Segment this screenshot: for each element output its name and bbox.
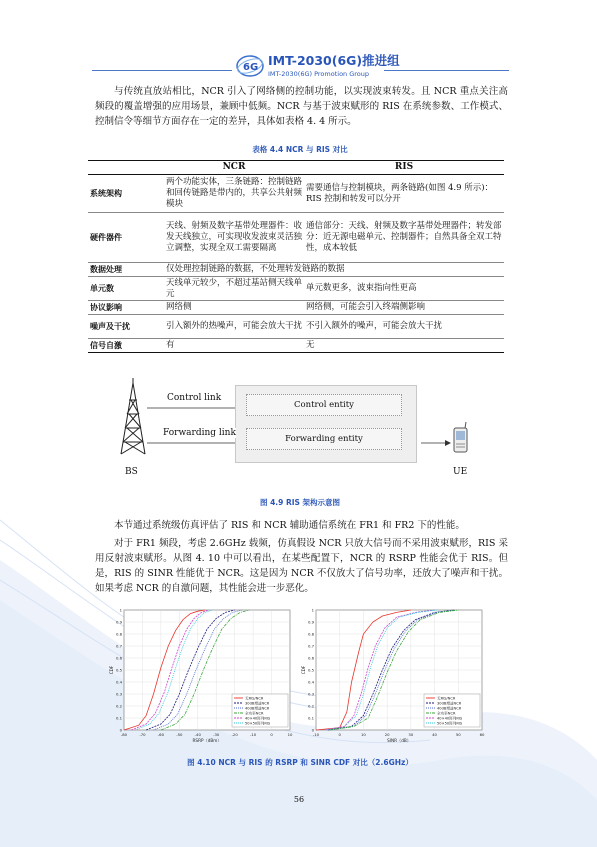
ncr-cell: 网络侧 — [164, 301, 304, 315]
y-tick-label: 0.5 — [115, 667, 122, 673]
y-tick-label: 0.4 — [115, 679, 122, 685]
legend-entry: 50×50阵列RIS — [437, 721, 463, 726]
row-label: 噪声及干扰 — [88, 315, 164, 339]
header-title: IMT-2030(6G)推进组 — [268, 53, 400, 68]
comparison-table — [88, 160, 504, 353]
x-axis-label: SINR（dB） — [387, 738, 411, 743]
legend-entry: 40×40阵列RIS — [437, 716, 463, 721]
row-label: 协议影响 — [88, 301, 164, 315]
y-tick-label: 0.1 — [307, 715, 314, 721]
ris-architecture-diagram — [105, 378, 505, 484]
ris-cell: 不引入额外的噪声，可能会放大干扰 — [304, 315, 504, 339]
legend-entry: 40dB增益NCR — [245, 706, 270, 711]
y-tick-label: 0.7 — [115, 643, 122, 649]
x-tick-label: -50 — [176, 732, 183, 737]
row-label: 信号自激 — [88, 339, 164, 353]
ris-cell: 无 — [304, 339, 504, 353]
paragraph-3: 对于 FR1 频段，考虑 2.6GHz 载频，仿真假设 NCR 只放大信号而不采用波束赋形，RIS 采用反射波束赋形。从图 4. 10 中可以看出，在某些配置下，NCR 的 RSRP 性能会优于 RIS。但是，RIS 的 SINR 性能优于 NCR。这是因为 NCR 不仅放大了信号功率，还放大了噪声和干扰。如果考虑 NCR 的自激问题，其性能会进一步恶化。 — [95, 538, 508, 594]
x-tick-label: -40 — [194, 732, 201, 737]
table-row — [88, 263, 504, 277]
x-tick-label: 60 — [479, 732, 485, 737]
sinr-cdf-chart — [300, 606, 486, 748]
ncr-cell: 天线、射频及数字基带处理器件：收发天线独立，可实现收发波束灵活独立调整，实现全双工需要隔离 — [164, 213, 304, 263]
table-header-row — [88, 161, 504, 175]
x-tick-label: 10 — [361, 732, 366, 737]
forwarding-entity-box: Forwarding entity — [246, 428, 402, 450]
paragraph-2: 本节通过系统级仿真评估了 RIS 和 NCR 辅助通信系统在 FR1 和 FR2 下的性能。 — [114, 520, 465, 531]
y-axis-label: CDF — [109, 665, 114, 675]
legend-entry: 40dB增益NCR — [437, 706, 462, 711]
header-subtitle: IMT-2030(6G) Promotion Group — [268, 70, 370, 78]
ncr-cell: 有 — [164, 339, 304, 353]
table-caption: 表格 4.4 NCR 与 RIS 对比 — [252, 145, 348, 154]
y-tick-label: 0.8 — [115, 631, 122, 637]
x-tick-label: 30 — [408, 732, 414, 737]
y-tick-label: 0.6 — [307, 655, 314, 661]
control-link-label: Control link — [167, 393, 222, 403]
ue-label: UE — [453, 467, 468, 477]
logo-text: 6G — [243, 62, 259, 73]
table-row — [88, 301, 504, 315]
x-tick-label: 0 — [270, 732, 273, 737]
x-tick-label: -60 — [157, 732, 164, 737]
x-tick-label: 20 — [384, 732, 390, 737]
x-tick-label: -10 — [250, 732, 257, 737]
y-tick-label: 0.8 — [307, 631, 314, 637]
bs-tower-icon — [121, 378, 145, 454]
6g-logo — [236, 53, 266, 79]
figure-4-10-caption: 图 4.10 NCR 与 RIS 的 RSRP 和 SINR CDF 对比（2.6GHz） — [187, 758, 413, 767]
legend-entry: 无RIS/NCR — [437, 696, 456, 701]
x-tick-label: 0 — [338, 732, 341, 737]
y-tick-label: 0.3 — [307, 691, 314, 697]
legend-entry: 30dB增益NCR — [437, 701, 462, 706]
ue-phone-icon — [454, 422, 467, 452]
ris-box — [235, 385, 417, 463]
ncr-cell: 两个功能实体，三条链路：控制链路和回传链路是带内的，共享公共射频模块 — [164, 175, 304, 213]
x-tick-label: -30 — [213, 732, 220, 737]
intro-paragraph: 与传统直放站相比，NCR 引入了网络侧的控制功能，以实现波束转发。且 NCR 重点关注高频段的覆盖增强的应用场景，兼顾中低频。NCR 与基于波束赋形的 RIS 在系统参数、工作模式、控制信令等细节方面存在一定的差异，具体如表格 4. 4 所示。 — [95, 86, 508, 127]
legend-entry: 全功率NCR — [245, 711, 264, 716]
table-header-cell: RIS — [304, 161, 504, 175]
page-number: 56 — [293, 795, 305, 804]
y-tick-label: 0.2 — [115, 703, 122, 709]
y-tick-label: 1 — [311, 607, 314, 613]
table-row — [88, 315, 504, 339]
legend-entry: 30dB增益NCR — [245, 701, 270, 706]
y-tick-label: 0.7 — [307, 643, 314, 649]
x-tick-label: -10 — [312, 732, 320, 737]
ncr-cell: 引入额外的热噪声，可能会放大干扰 — [164, 315, 304, 339]
forwarding-link-label: Forwarding link — [163, 428, 236, 438]
y-tick-label: 0.3 — [115, 691, 122, 697]
y-tick-label: 0.1 — [115, 715, 122, 721]
legend-entry: 40×40阵列RIS — [245, 716, 271, 721]
legend-entry: 全功率NCR — [437, 711, 456, 716]
row-label: 系统架构 — [88, 175, 164, 213]
header-rule-right — [384, 70, 509, 71]
ncr-cell: 天线单元较少，不超过基站侧天线单元 — [166, 277, 303, 299]
y-tick-label: 0.9 — [307, 619, 314, 625]
legend-entry: 50×50阵列RIS — [245, 721, 271, 726]
y-axis-label: CDF — [301, 665, 306, 675]
x-tick-label: 10 — [287, 732, 293, 737]
table-row — [88, 175, 504, 213]
y-tick-label: 0.6 — [115, 655, 122, 661]
x-axis-label: RSRP（dBm） — [192, 738, 222, 743]
ris-cell: 网络侧，可能会引入终端侧影响 — [304, 301, 504, 315]
y-tick-label: 0 — [311, 727, 314, 733]
row-label: 单元数 — [88, 277, 164, 301]
bs-label: BS — [125, 467, 138, 477]
table-header-cell — [88, 161, 164, 175]
table-row — [88, 339, 504, 353]
table-row — [88, 213, 504, 263]
x-tick-label: -20 — [231, 732, 238, 737]
y-tick-label: 1 — [119, 607, 122, 613]
table-row — [88, 277, 504, 301]
x-tick-label: 40 — [432, 732, 437, 737]
ris-cell: 通信部分：天线、射频及数字基带处理器件；转发部分：近无源电磁单元、控制器件；自然具备全双工特性，成本较低 — [304, 213, 504, 263]
x-tick-label: -80 — [120, 732, 128, 737]
y-tick-label: 0.5 — [307, 667, 314, 673]
ue-arrow-icon — [445, 440, 451, 446]
row-label: 硬件器件 — [88, 213, 164, 263]
figure-4-9-caption: 图 4.9 RIS 架构示意图 — [259, 498, 341, 507]
legend-entry: 无RIS/NCR — [245, 696, 264, 701]
y-tick-label: 0.9 — [115, 619, 122, 625]
y-tick-label: 0.2 — [307, 703, 314, 709]
ris-cell: 需要通信与控制模块，两条链路(如图 4.9 所示)：RIS 控制和转发可以分开 — [304, 175, 504, 213]
y-tick-label: 0 — [119, 727, 122, 733]
ncr-cell: 仅处理控制链路的数据，不处理转发链路的数据 — [164, 263, 504, 277]
y-tick-label: 0.4 — [307, 679, 314, 685]
row-label: 数据处理 — [88, 263, 164, 277]
header-rule-left — [92, 70, 232, 71]
ris-cell: 单元数更多，波束指向性更高 — [304, 277, 504, 301]
table-header-cell: NCR — [164, 161, 304, 175]
control-entity-box: Control entity — [246, 394, 402, 416]
x-tick-label: -70 — [139, 732, 146, 737]
x-tick-label: 50 — [455, 732, 461, 737]
rsrp-cdf-chart — [108, 606, 294, 748]
